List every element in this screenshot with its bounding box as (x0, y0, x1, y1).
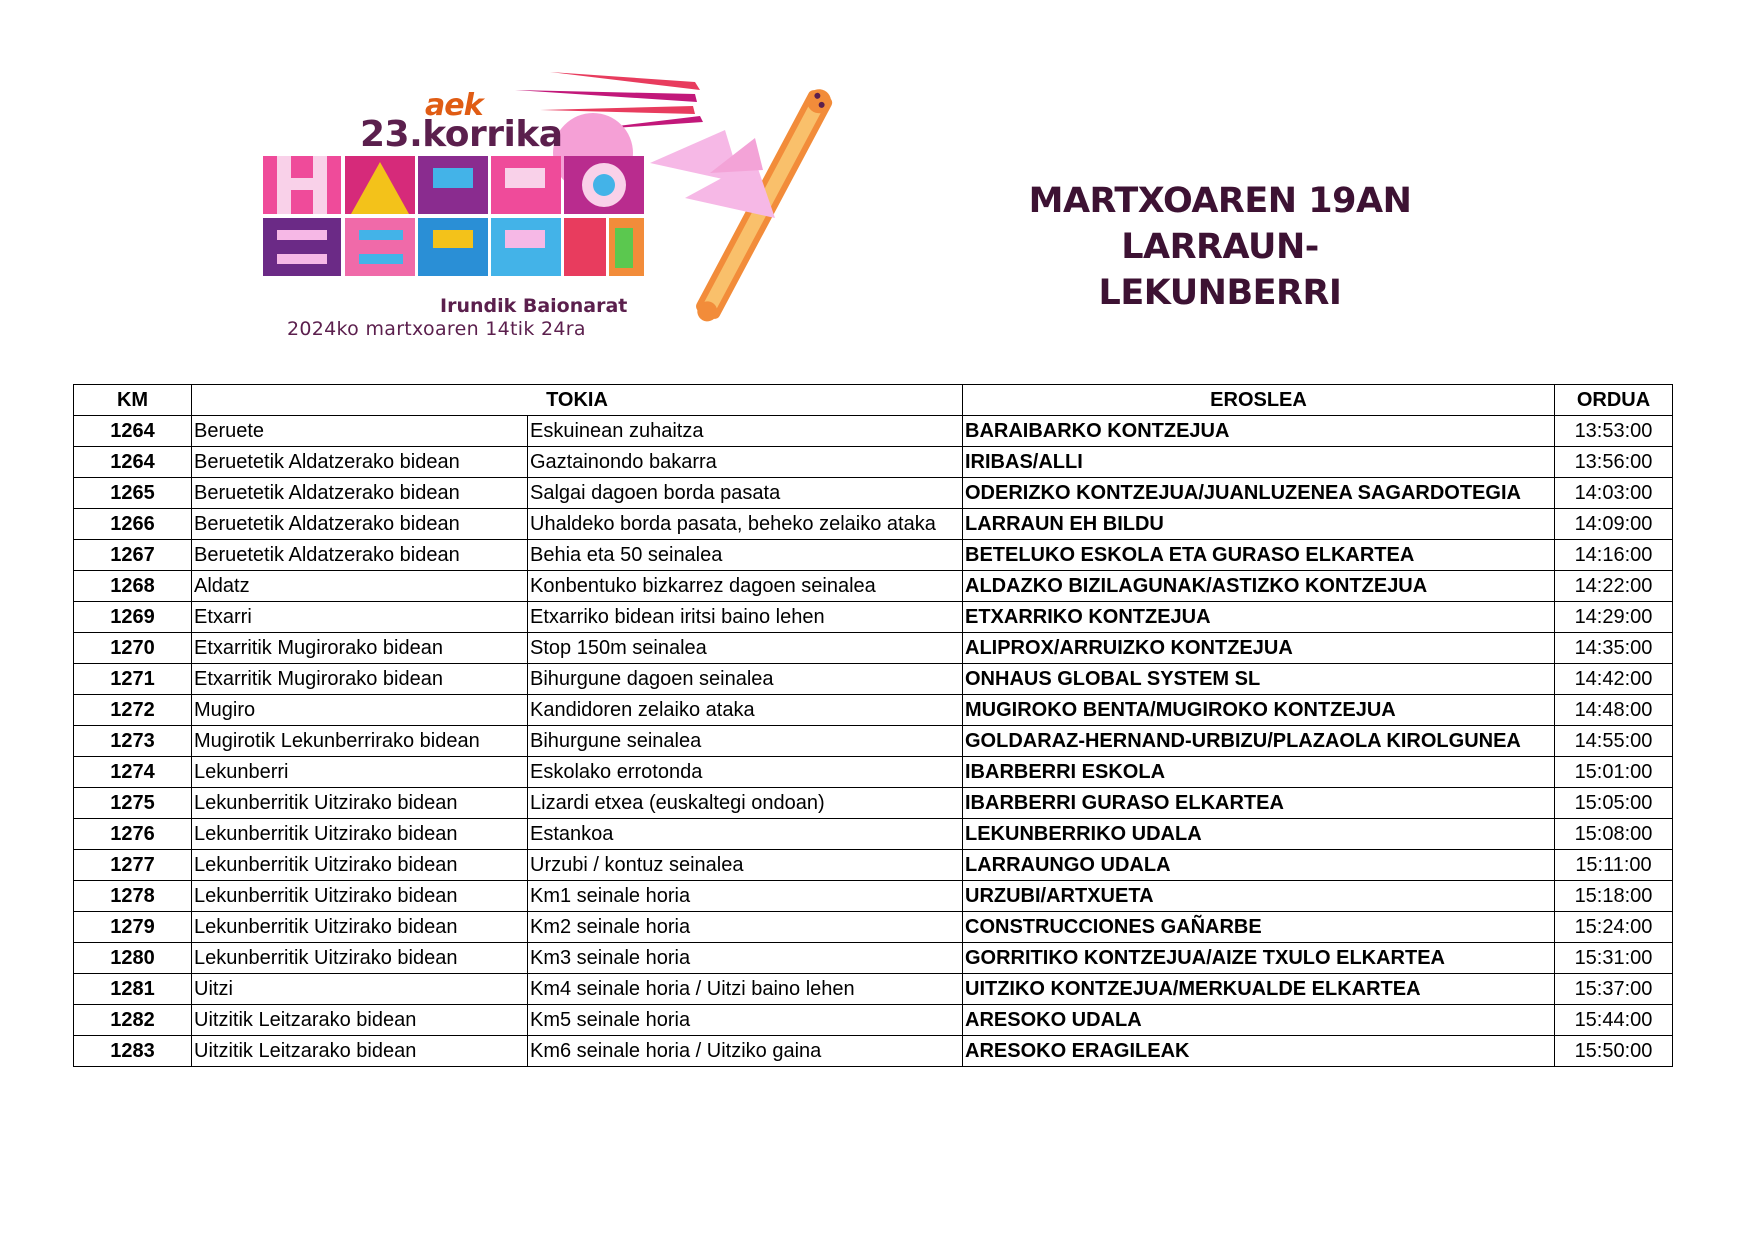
cell-spot: Eskuinean zuhaitza (528, 416, 963, 447)
cell-km: 1275 (74, 788, 192, 819)
table-row (74, 912, 1673, 943)
cell-time: 14:03:00 (1555, 478, 1673, 509)
cell-buyer: GOLDARAZ-HERNAND-URBIZU/PLAZAOLA KIROLGUNEA (963, 726, 1555, 757)
table-row (74, 478, 1673, 509)
cell-place: Uitzitik Leitzarako bidean (192, 1005, 528, 1036)
table-row (74, 416, 1673, 447)
cell-buyer: LARRAUNGO UDALA (963, 850, 1555, 881)
cell-time: 14:22:00 (1555, 571, 1673, 602)
cell-spot: Etxarriko bidean iritsi baino lehen (528, 602, 963, 633)
cell-time: 14:35:00 (1555, 633, 1673, 664)
cell-time: 13:56:00 (1555, 447, 1673, 478)
cell-km: 1278 (74, 881, 192, 912)
cell-place: Etxarri (192, 602, 528, 633)
table-row (74, 974, 1673, 1005)
cell-time: 14:48:00 (1555, 695, 1673, 726)
cell-time: 15:37:00 (1555, 974, 1673, 1005)
cell-km: 1270 (74, 633, 192, 664)
logo-edition-text: 23.korrika (360, 114, 563, 155)
table-row (74, 726, 1673, 757)
cell-spot: Gaztainondo bakarra (528, 447, 963, 478)
cell-buyer: UITZIKO KONTZEJUA/MERKUALDE ELKARTEA (963, 974, 1555, 1005)
cell-buyer: IBARBERRI GURASO ELKARTEA (963, 788, 1555, 819)
cell-place: Etxarritik Mugirorako bidean (192, 664, 528, 695)
cell-place: Beruetetik Aldatzerako bidean (192, 478, 528, 509)
cell-km: 1266 (74, 509, 192, 540)
cell-km: 1267 (74, 540, 192, 571)
logo-brand-text: aek (425, 88, 483, 123)
logo-subtitle: Irundik Baionarat (440, 295, 628, 317)
cell-buyer: CONSTRUCCIONES GAÑARBE (963, 912, 1555, 943)
cell-spot: Uhaldeko borda pasata, beheko zelaiko ataka (528, 509, 963, 540)
cell-place: Lekunberritik Uitzirako bidean (192, 912, 528, 943)
cell-spot: Stop 150m seinalea (528, 633, 963, 664)
cell-time: 15:18:00 (1555, 881, 1673, 912)
cell-spot: Km2 seinale horia (528, 912, 963, 943)
cell-buyer: ARESOKO UDALA (963, 1005, 1555, 1036)
cell-km: 1273 (74, 726, 192, 757)
cell-buyer: ETXARRIKO KONTZEJUA (963, 602, 1555, 633)
cell-place: Mugirotik Lekunberrirako bidean (192, 726, 528, 757)
cell-buyer: URZUBI/ARTXUETA (963, 881, 1555, 912)
cell-place: Lekunberri (192, 757, 528, 788)
cell-buyer: ONHAUS GLOBAL SYSTEM SL (963, 664, 1555, 695)
page-heading (1010, 178, 1430, 316)
cell-km: 1268 (74, 571, 192, 602)
cell-time: 13:53:00 (1555, 416, 1673, 447)
cell-km: 1269 (74, 602, 192, 633)
cell-km: 1279 (74, 912, 192, 943)
cell-buyer: BARAIBARKO KONTZEJUA (963, 416, 1555, 447)
cell-time: 15:44:00 (1555, 1005, 1673, 1036)
cell-time: 14:09:00 (1555, 509, 1673, 540)
cell-time: 14:29:00 (1555, 602, 1673, 633)
table-row (74, 571, 1673, 602)
cell-place: Uitzitik Leitzarako bidean (192, 1036, 528, 1067)
cell-spot: Km4 seinale horia / Uitzi baino lehen (528, 974, 963, 1005)
cell-spot: Lizardi etxea (euskaltegi ondoan) (528, 788, 963, 819)
cell-km: 1272 (74, 695, 192, 726)
cell-km: 1277 (74, 850, 192, 881)
cell-time: 15:50:00 (1555, 1036, 1673, 1067)
cell-spot: Eskolako errotonda (528, 757, 963, 788)
cell-km: 1265 (74, 478, 192, 509)
table-row (74, 447, 1673, 478)
cell-spot: Km3 seinale horia (528, 943, 963, 974)
table-header-row (74, 385, 1673, 416)
header-ordua: ORDUA (1555, 385, 1673, 416)
cell-place: Etxarritik Mugirorako bidean (192, 633, 528, 664)
cell-place: Lekunberritik Uitzirako bidean (192, 788, 528, 819)
cell-time: 15:01:00 (1555, 757, 1673, 788)
korrika-logo (255, 58, 905, 348)
cell-buyer: GORRITIKO KONTZEJUA/AIZE TXULO ELKARTEA (963, 943, 1555, 974)
cell-spot: Km5 seinale horia (528, 1005, 963, 1036)
table-row (74, 633, 1673, 664)
table-row (74, 1036, 1673, 1067)
cell-time: 15:31:00 (1555, 943, 1673, 974)
cell-time: 14:16:00 (1555, 540, 1673, 571)
table-row (74, 881, 1673, 912)
cell-place: Lekunberritik Uitzirako bidean (192, 850, 528, 881)
cell-time: 14:42:00 (1555, 664, 1673, 695)
cell-time: 15:08:00 (1555, 819, 1673, 850)
cell-buyer: MUGIROKO BENTA/MUGIROKO KONTZEJUA (963, 695, 1555, 726)
cell-buyer: LEKUNBERRIKO UDALA (963, 819, 1555, 850)
cell-time: 14:55:00 (1555, 726, 1673, 757)
cell-place: Lekunberritik Uitzirako bidean (192, 943, 528, 974)
cell-km: 1280 (74, 943, 192, 974)
cell-place: Uitzi (192, 974, 528, 1005)
table-row (74, 540, 1673, 571)
cell-place: Beruetetik Aldatzerako bidean (192, 447, 528, 478)
logo-dates: 2024ko martxoaren 14tik 24ra (287, 318, 586, 340)
table-row (74, 695, 1673, 726)
heading-route: LARRAUN-LEKUNBERRI (1098, 227, 1342, 313)
cell-km: 1282 (74, 1005, 192, 1036)
table-row (74, 664, 1673, 695)
cell-km: 1264 (74, 447, 192, 478)
header-km: KM (74, 385, 192, 416)
cell-buyer: IRIBAS/ALLI (963, 447, 1555, 478)
cell-spot: Estankoa (528, 819, 963, 850)
table-row (74, 1005, 1673, 1036)
cell-buyer: IBARBERRI ESKOLA (963, 757, 1555, 788)
header-eroslea: EROSLEA (963, 385, 1555, 416)
cell-km: 1271 (74, 664, 192, 695)
table-row (74, 819, 1673, 850)
cell-place: Mugiro (192, 695, 528, 726)
cell-km: 1274 (74, 757, 192, 788)
cell-spot: Urzubi / kontuz seinalea (528, 850, 963, 881)
table-row (74, 788, 1673, 819)
cell-buyer: ALIPROX/ARRUIZKO KONTZEJUA (963, 633, 1555, 664)
cell-spot: Bihurgune dagoen seinalea (528, 664, 963, 695)
cell-km: 1283 (74, 1036, 192, 1067)
cell-spot: Salgai dagoen borda pasata (528, 478, 963, 509)
cell-buyer: ARESOKO ERAGILEAK (963, 1036, 1555, 1067)
schedule-table (73, 384, 1673, 1067)
cell-time: 15:05:00 (1555, 788, 1673, 819)
cell-place: Beruetetik Aldatzerako bidean (192, 509, 528, 540)
header-tokia: TOKIA (192, 385, 963, 416)
table-row (74, 602, 1673, 633)
cell-km: 1276 (74, 819, 192, 850)
table-row (74, 850, 1673, 881)
cell-km: 1264 (74, 416, 192, 447)
cell-time: 15:24:00 (1555, 912, 1673, 943)
cell-buyer: BETELUKO ESKOLA ETA GURASO ELKARTEA (963, 540, 1555, 571)
cell-time: 15:11:00 (1555, 850, 1673, 881)
cell-km: 1281 (74, 974, 192, 1005)
cell-buyer: ALDAZKO BIZILAGUNAK/ASTIZKO KONTZEJUA (963, 571, 1555, 602)
table-row (74, 943, 1673, 974)
cell-spot: Km6 seinale horia / Uitziko gaina (528, 1036, 963, 1067)
cell-place: Lekunberritik Uitzirako bidean (192, 881, 528, 912)
cell-spot: Konbentuko bizkarrez dagoen seinalea (528, 571, 963, 602)
cell-place: Beruete (192, 416, 528, 447)
table-row (74, 757, 1673, 788)
cell-buyer: LARRAUN EH BILDU (963, 509, 1555, 540)
table-row (74, 509, 1673, 540)
cell-place: Lekunberritik Uitzirako bidean (192, 819, 528, 850)
cell-spot: Km1 seinale horia (528, 881, 963, 912)
cell-place: Aldatz (192, 571, 528, 602)
cell-buyer: ODERIZKO KONTZEJUA/JUANLUZENEA SAGARDOTEGIA (963, 478, 1555, 509)
heading-date: MARTXOAREN 19AN (1028, 181, 1412, 221)
cell-place: Beruetetik Aldatzerako bidean (192, 540, 528, 571)
cell-spot: Behia eta 50 seinalea (528, 540, 963, 571)
cell-spot: Bihurgune seinalea (528, 726, 963, 757)
cell-spot: Kandidoren zelaiko ataka (528, 695, 963, 726)
